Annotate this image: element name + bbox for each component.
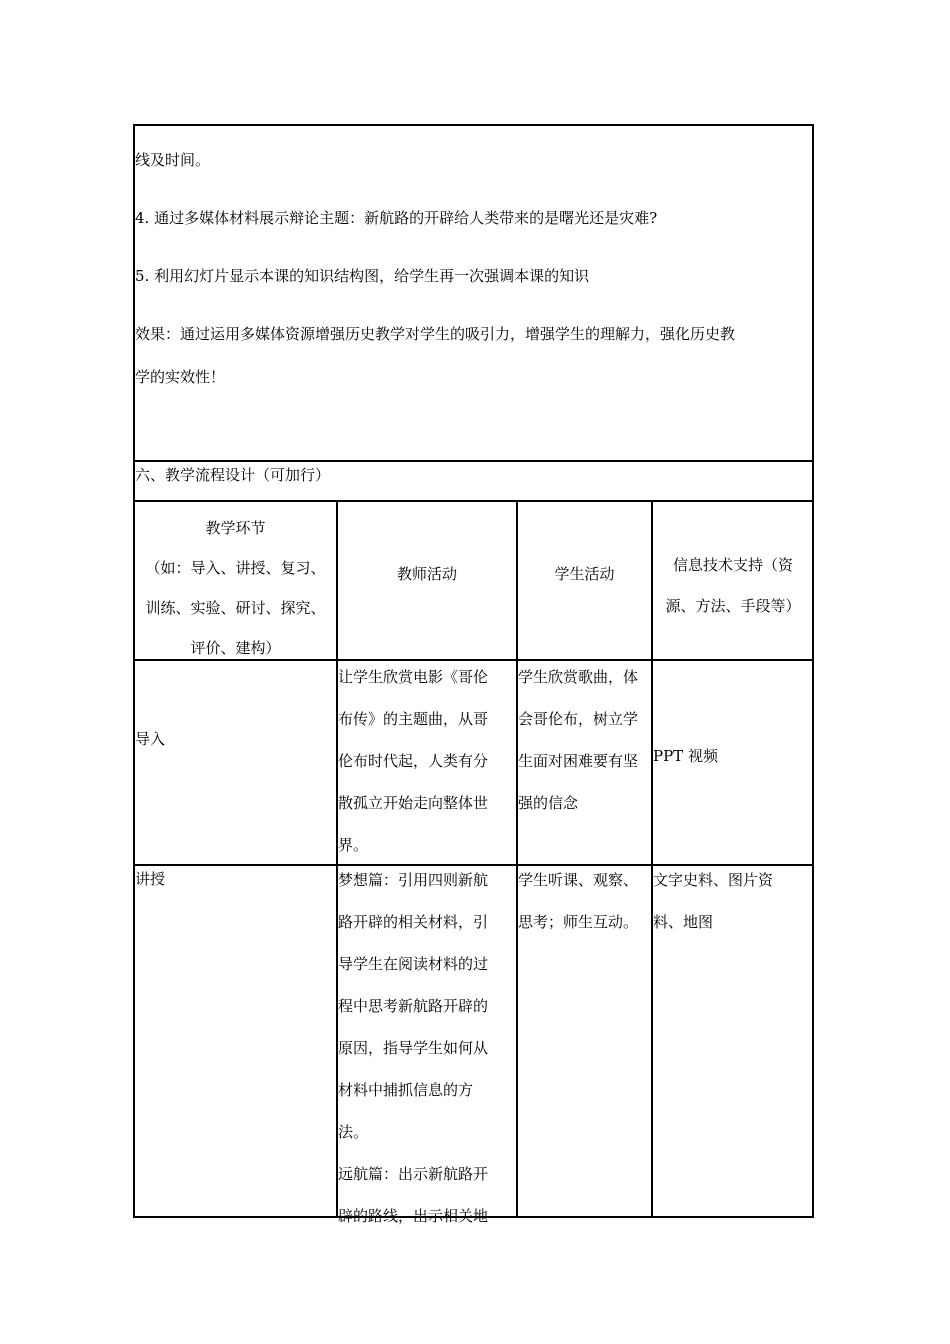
student-activity [518, 656, 638, 824]
teacher-line: 导学生在阅读材料的过 [338, 955, 489, 973]
teacher-line: 材料中捕抓信息的方 [338, 1081, 474, 1099]
student-line: 生面对困难要有坚 [518, 752, 639, 770]
teacher-activity [338, 859, 488, 1237]
teacher-line: 梦想篇：引用四则新航 [338, 871, 489, 889]
header-stage-line: 评价、建构） [190, 639, 281, 657]
header-stage [135, 508, 336, 668]
header-stage-line: 训练、实验、研讨、探究、 [145, 599, 326, 617]
student-line: 强的信念 [518, 794, 579, 812]
teacher-activity [338, 656, 488, 866]
stage-cell: 讲授 [135, 870, 166, 888]
row-divider [133, 460, 814, 462]
student-line: 学生听课、观察、 [518, 871, 639, 889]
student-line: 思考；师生互动。 [518, 913, 639, 931]
header-tech [653, 545, 813, 627]
tech-line: 文字史料、图片资 [653, 871, 774, 889]
teacher-line: 原因，指导学生如何从 [338, 1039, 489, 1057]
text-line: 效果：通过运用多媒体资源增强历史教学对学生的吸引力，增强学生的理解力，强化历史教 [135, 325, 736, 343]
header-tech-line: 源、方法、手段等） [665, 597, 801, 615]
stage-cell: 导入 [135, 730, 166, 748]
teacher-line: 散孤立开始走向整体世 [338, 794, 489, 812]
header-teacher: 教师活动 [396, 565, 457, 583]
text-line: 学的实效性！ [135, 368, 226, 386]
student-activity [518, 859, 638, 943]
teacher-line: 法。 [338, 1123, 369, 1141]
teacher-line: 辟的路线，出示相关地 [338, 1207, 489, 1225]
row-divider [133, 500, 814, 502]
header-student: 学生活动 [554, 565, 615, 583]
teacher-line: 程中思考新航路开辟的 [338, 997, 489, 1015]
text-line: 5. 利用幻灯片显示本课的知识结构图，给学生再一次强调本课的知识 [135, 267, 590, 285]
student-line: 学生欣赏歌曲，体 [518, 668, 639, 686]
teacher-line: 路开辟的相关材料，引 [338, 913, 489, 931]
header-tech-line: 信息技术支持（资 [672, 556, 793, 574]
teacher-line: 界。 [338, 836, 369, 854]
teacher-line: 让学生欣赏电影《哥伦 [338, 668, 489, 686]
text-line: 4. 通过多媒体材料展示辩论主题：新航路的开辟给人类带来的是曙光还是灾难? [135, 209, 658, 227]
tech-line: 料、地图 [653, 913, 714, 931]
header-stage-line: （如：导入、讲授、复习、 [145, 559, 326, 577]
tech-support: PPT 视频 [653, 747, 718, 765]
section-title: 六、教学流程设计（可加行） [135, 466, 331, 484]
teacher-line: 伦布时代起，人类有分 [338, 752, 489, 770]
teacher-line: 布传》的主题曲，从哥 [338, 710, 489, 728]
text-line: 线及时间。 [135, 151, 211, 169]
header-stage-line: 教学环节 [205, 519, 266, 537]
tech-support [653, 859, 773, 943]
student-line: 会哥伦布，树立学 [518, 710, 639, 728]
teacher-line: 远航篇：出示新航路开 [338, 1165, 489, 1183]
